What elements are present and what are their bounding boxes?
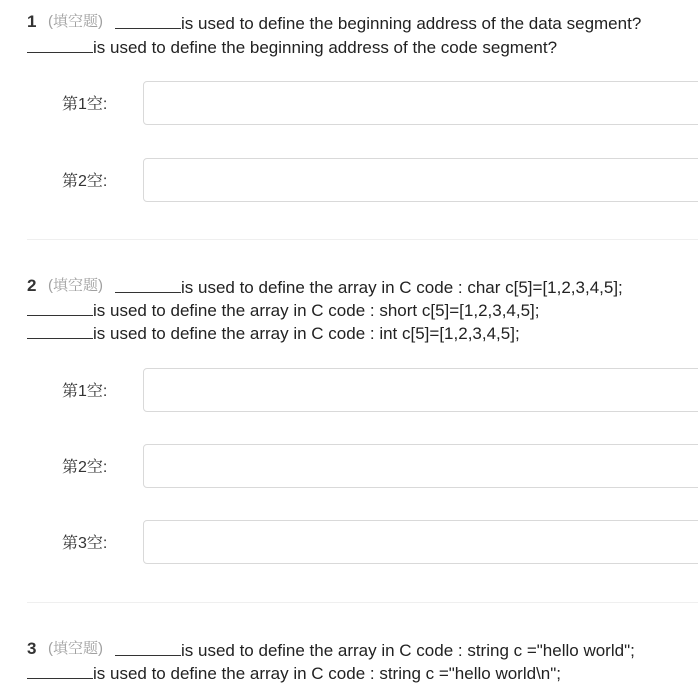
answer-row-1: [0, 368, 698, 416]
answer-input[interactable]: [143, 81, 698, 125]
answer-label: 第1空:: [62, 96, 108, 113]
answer-row-2: [0, 158, 698, 206]
answer-label: 第1空:: [62, 383, 108, 400]
question-line: [115, 275, 623, 299]
question-divider: [27, 602, 698, 603]
question-text: is used to define the array in C code : short c[5]=[1,2,3,4,5];: [93, 301, 540, 320]
blank-underline: [115, 11, 181, 29]
question-text: is used to define the array in C code : string c ="hello world\n";: [93, 664, 562, 683]
question-line: [27, 298, 540, 322]
question-text: is used to define the beginning address of the code segment?: [93, 38, 558, 57]
question-line: [27, 321, 520, 345]
answer-row-2: [0, 444, 698, 492]
blank-underline: [27, 298, 93, 316]
blank-underline: [27, 661, 93, 679]
answer-input[interactable]: [143, 444, 698, 488]
question-text: is used to define the beginning address of the data segment?: [181, 14, 642, 33]
blank-underline: [27, 321, 93, 339]
answer-input[interactable]: [143, 368, 698, 412]
question-type-label: (填空题): [48, 640, 103, 657]
question-line: [115, 638, 635, 662]
question-type-label: (填空题): [48, 277, 103, 294]
question-type-label: (填空题): [48, 13, 103, 30]
answer-label: 第2空:: [62, 459, 108, 476]
answer-input[interactable]: [143, 158, 698, 202]
question-divider: [27, 239, 698, 240]
answer-row-3: [0, 520, 698, 568]
question-text: is used to define the array in C code : int c[5]=[1,2,3,4,5];: [93, 324, 520, 343]
question-line: [27, 661, 561, 685]
question-number: 3: [27, 639, 37, 658]
question-text: is used to define the array in C code : string c ="hello world";: [181, 641, 635, 660]
blank-underline: [115, 275, 181, 293]
question-number: 2: [27, 276, 37, 295]
answer-input[interactable]: [143, 520, 698, 564]
answer-label: 第2空:: [62, 173, 108, 190]
question-line: [27, 35, 557, 59]
answer-row-1: [0, 81, 698, 129]
answer-label: 第3空:: [62, 535, 108, 552]
question-text: is used to define the array in C code : char c[5]=[1,2,3,4,5];: [181, 278, 623, 297]
blank-underline: [115, 638, 181, 656]
blank-underline: [27, 35, 93, 53]
question-line: [115, 11, 641, 35]
question-number: 1: [27, 12, 37, 31]
